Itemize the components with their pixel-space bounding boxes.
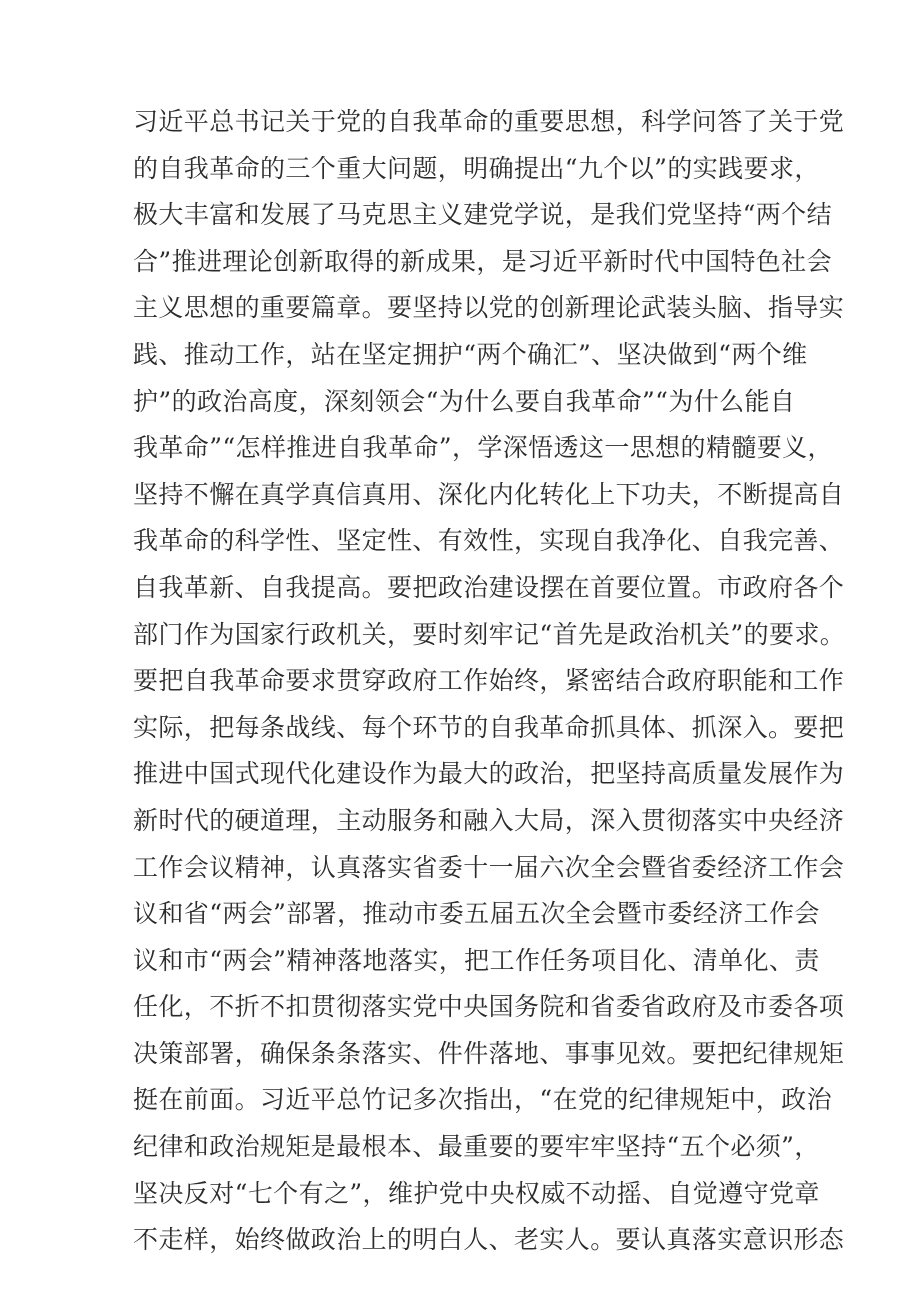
text-line: 合”推进理论创新取得的新成果，是习近平新时代中国特色社会 (133, 246, 832, 276)
body-paragraph (133, 99, 846, 1264)
text-line: 工作会议精神，认真落实省委十一届六次全会暨省委经济工作会 (133, 852, 845, 882)
text-line: 议和省“两会”部署，推动市委五届五次全会暨市委经济工作会 (133, 899, 820, 929)
text-line: 推进中国式现代化建设作为最大的政治，把坚持高质量发展作为 (133, 759, 845, 789)
text-line: 实际，把每条战线、每个环节的自我革命抓具体、抓深入。要把 (133, 712, 845, 742)
text-line: 坚决反对“七个有之”，维护党中央权威不动摇、自觉遵守党章 (133, 1178, 820, 1208)
text-line: 自我革新、自我提高。要把政治建设摆在首要位置。市政府各个 (133, 572, 845, 602)
text-line: 习近平总书记关于党的自我革命的重要思想，科学问答了关于党 (133, 107, 845, 136)
text-line: 的自我革命的三个重大问题，明确提出“九个以”的实践要求， (133, 153, 820, 183)
text-line: 决策部署，确保条条落实、件件落地、事事见效。要把纪律规矩 (133, 1038, 845, 1068)
text-line: 要把自我革命要求贯穿政府工作始终，紧密结合政府职能和工作 (133, 666, 845, 696)
text-line: 坚持不懈在真学真信真用、深化内化转化上下功夫，不断提高自 (133, 479, 845, 509)
text-line: 主义思想的重要篇章。要坚持以党的创新理论武装头脑、指导实 (133, 293, 845, 323)
text-line: 新时代的硬道理，主动服务和融入大局，深入贯彻落实中央经济 (133, 805, 845, 835)
text-line: 挺在前面。习近平总竹记多次指出，“在党的纪律规矩中，政治 (133, 1085, 832, 1115)
text-line: 我革命”“怎样推进自我革命”，学深悟透这一思想的精髓要义， (133, 433, 833, 463)
text-line: 护”的政治高度，深刻领会“为什么要自我革命”“为什么能自 (133, 386, 796, 416)
text-line: 不走样，始终做政治上的明白人、老实人。要认真落实意识形态 (133, 1225, 845, 1255)
text-line: 极大丰富和发展了马克思主义建党学说，是我们党坚持“两个结 (133, 200, 832, 230)
text-line: 任化，不折不扣贯彻落实党中央国务院和省委省政府及市委各项 (133, 992, 845, 1022)
text-line: 部门作为国家行政机关，要时刻牢记“首先是政治机关”的要求。 (133, 619, 846, 649)
text-line: 践、推动工作，站在坚定拥护“两个确汇”、坚决做到“两个维 (133, 339, 808, 369)
text-line: 议和市“两会”精神落地落实，把工作任务项目化、清单化、责 (133, 945, 820, 975)
text-line: 我革命的科学性、坚定性、有效性，实现自我净化、自我完善、 (133, 526, 845, 556)
text-line: 纪律和政治规矩是最根本、最重要的要牢牢坚持“五个必须”， (133, 1132, 820, 1162)
